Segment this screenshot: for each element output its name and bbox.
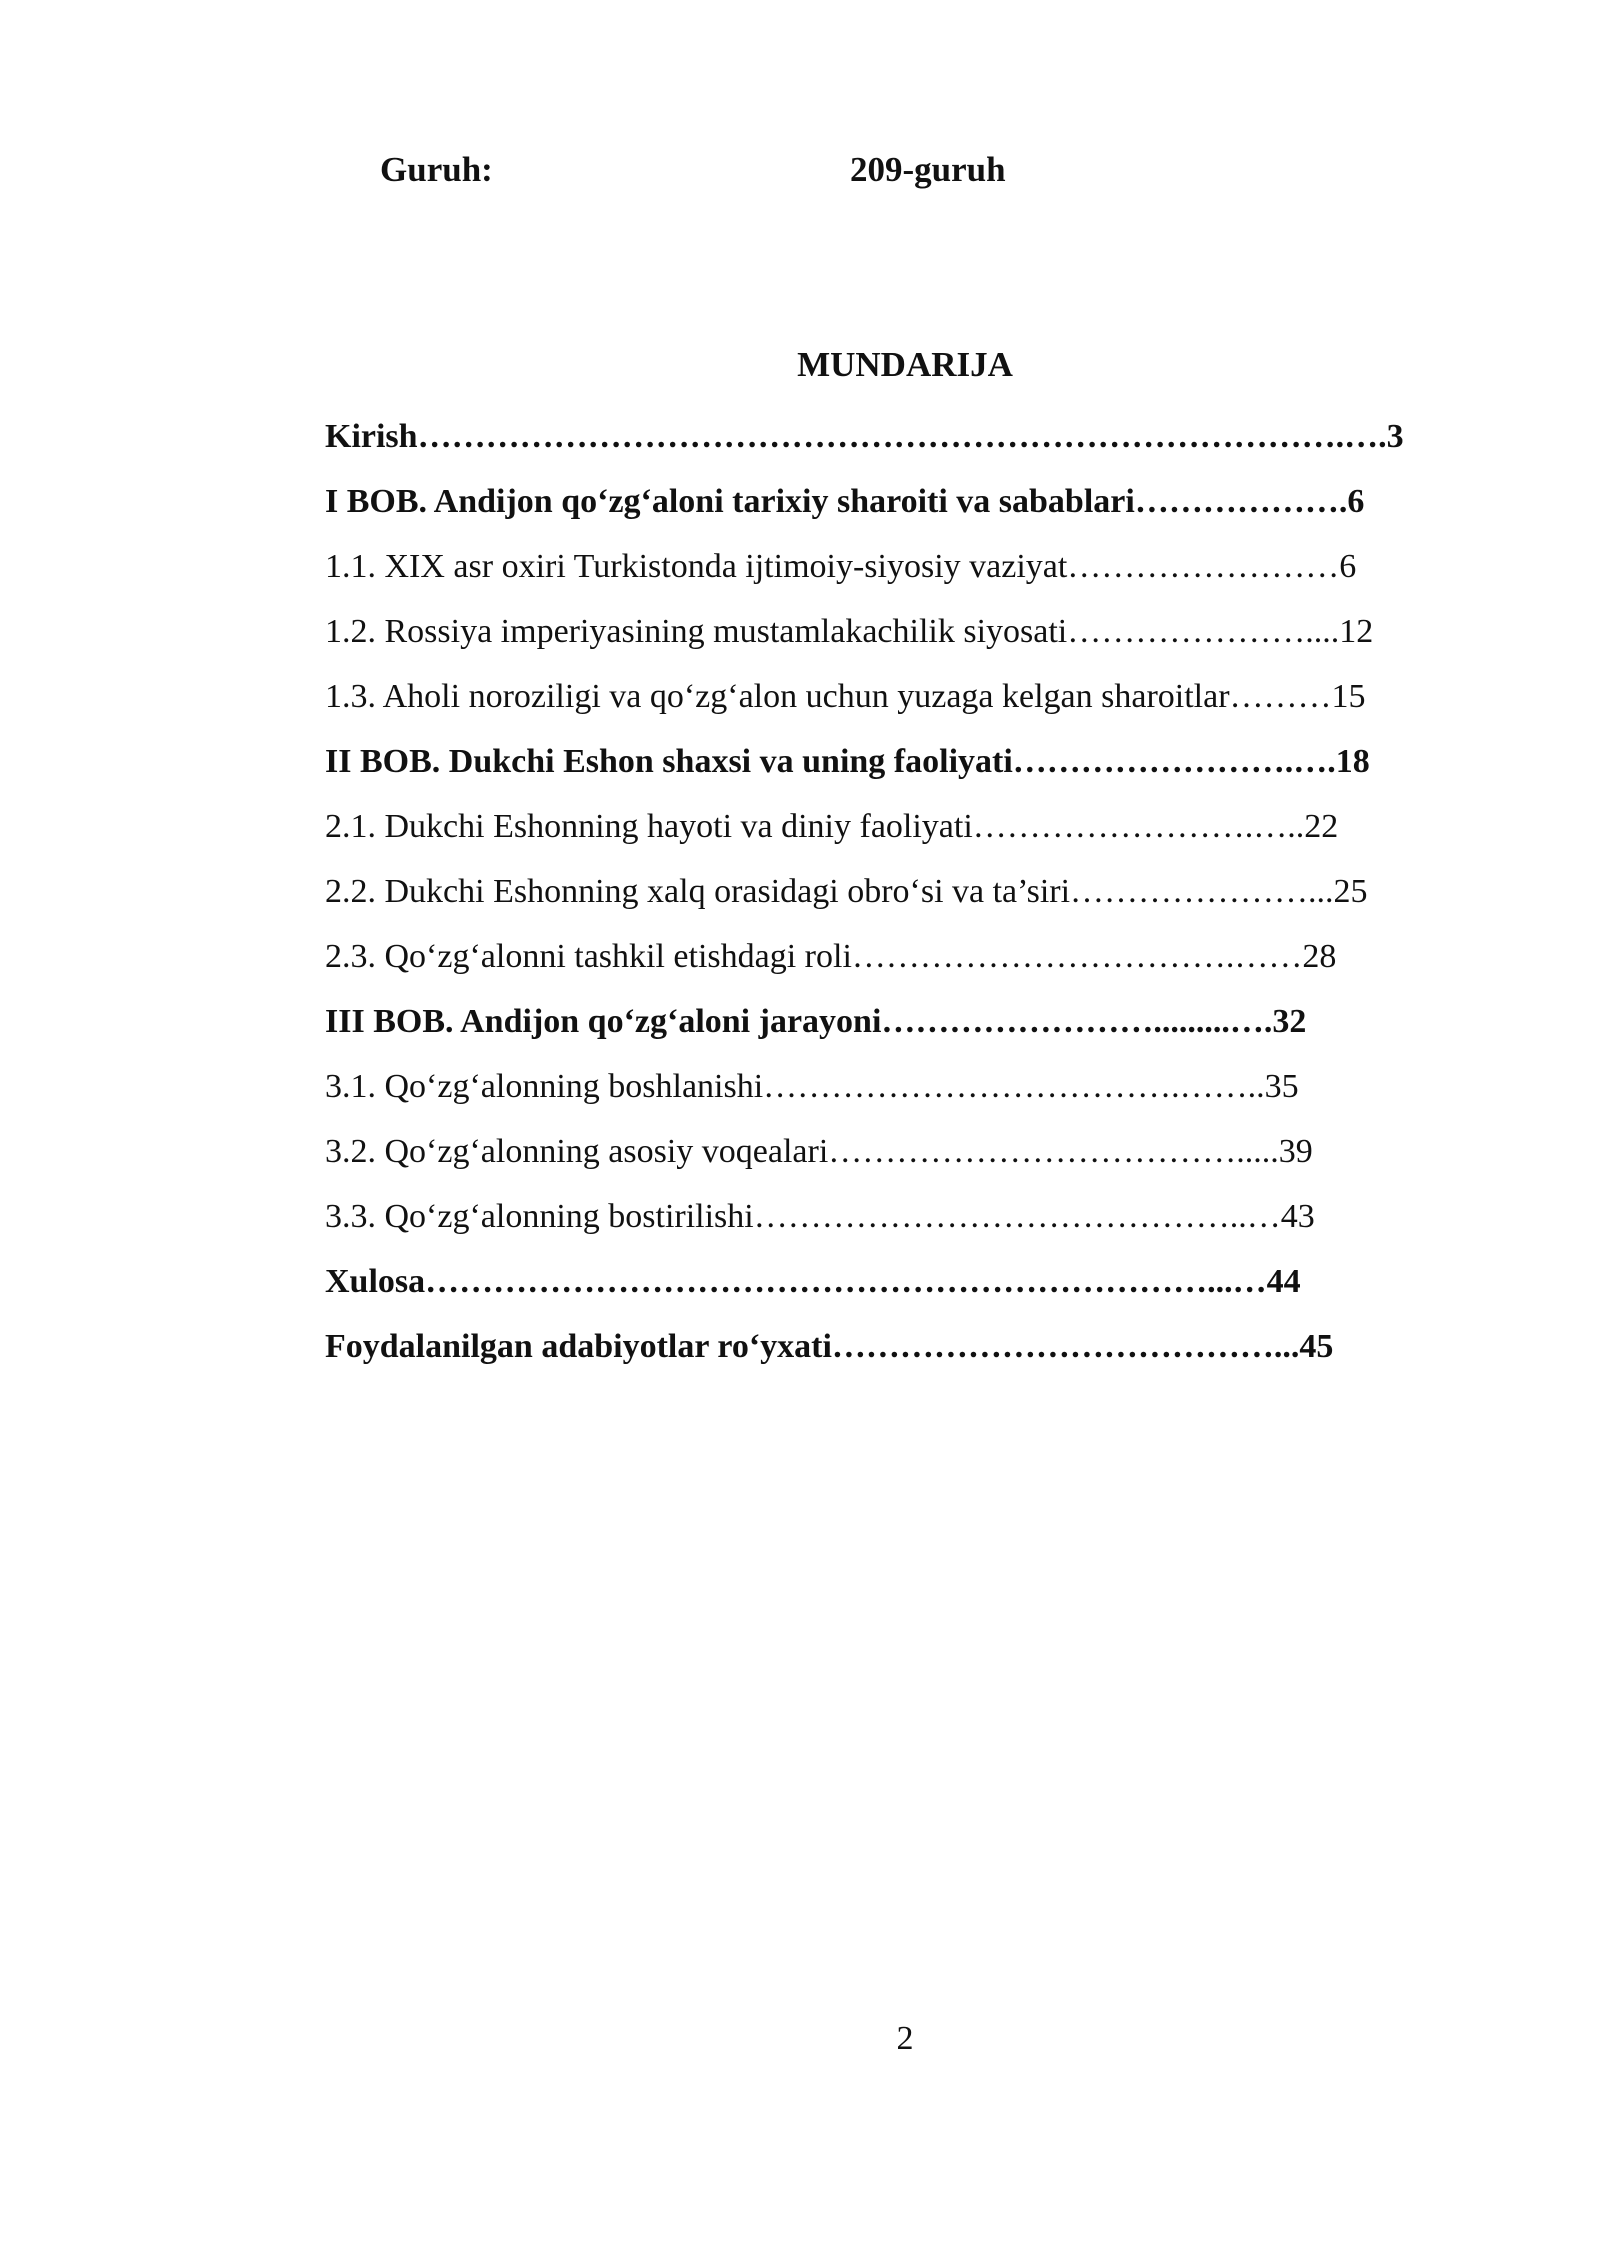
toc-entry: 1.1. XIX asr oxiri Turkistonda ijtimoiy-siyosiy vaziyat……………………6 xyxy=(325,548,1357,585)
toc-entry: 1.3. Aholi noroziligi va qo‘zg‘alon uchun yuzaga kelgan sharoitlar………15 xyxy=(325,678,1366,715)
toc-entry: 1.2. Rossiya imperiyasining mustamlakachilik siyosati…………………....12 xyxy=(325,613,1374,650)
group-line xyxy=(0,150,1600,200)
table-of-contents xyxy=(325,412,1485,1387)
group-label: Guruh: xyxy=(380,150,493,189)
toc-title: MUNDARIJA xyxy=(797,345,1013,384)
toc-entry: III BOB. Andijon qo‘zg‘aloni jarayoni…………………….........….32 xyxy=(325,1003,1307,1040)
toc-entry: Xulosa……………………………………………………………...…44 xyxy=(325,1263,1301,1300)
toc-entry: 2.1. Dukchi Eshonning hayoti va diniy faoliyati…………………….…..22 xyxy=(325,808,1339,845)
toc-entry: 3.2. Qo‘zg‘alonning asosiy voqealari……………………………….....39 xyxy=(325,1133,1313,1170)
group-value: 209-guruh xyxy=(850,150,1006,189)
toc-entry: 3.1. Qo‘zg‘alonning boshlanishi……………………………….……..35 xyxy=(325,1068,1299,1105)
toc-entry: II BOB. Dukchi Eshon shaxsi va uning faoliyati…………………….….18 xyxy=(325,743,1370,780)
toc-entry: 2.2. Dukchi Eshonning xalq orasidagi obro‘si va ta’siri…………………...25 xyxy=(325,873,1368,910)
page-number: 2 xyxy=(896,2020,914,2057)
toc-entry: Foydalanilgan adabiyotlar ro‘yxati…………………………………...45 xyxy=(325,1328,1334,1365)
toc-entry: Kirish……………………………………………………………………….….3 xyxy=(325,418,1404,455)
toc-entry: I BOB. Andijon qo‘zg‘aloni tarixiy sharoiti va sabablari……………….6 xyxy=(325,483,1365,520)
toc-entry: 3.3. Qo‘zg‘alonning bostirilishi……………………………………..…43 xyxy=(325,1198,1315,1235)
toc-entry: 2.3. Qo‘zg‘alonni tashkil etishdagi roli…………………………….……28 xyxy=(325,938,1337,975)
